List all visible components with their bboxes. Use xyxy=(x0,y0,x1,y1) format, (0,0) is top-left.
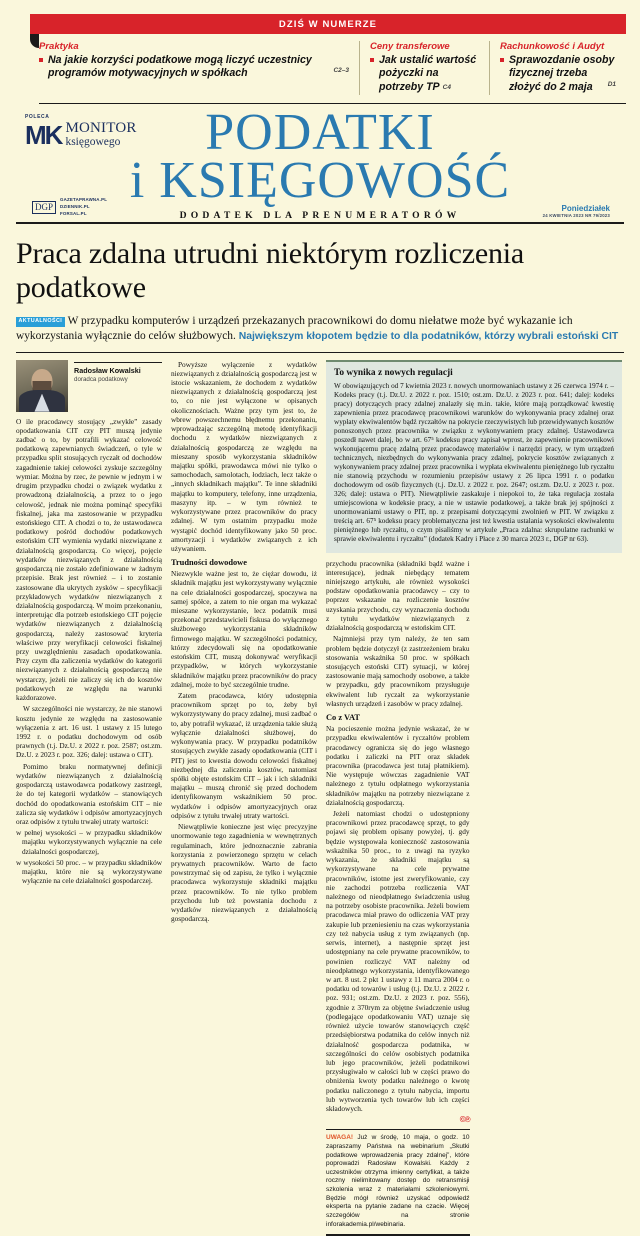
teaser-headline[interactable] xyxy=(39,54,349,82)
body-paragraph: Najmniejsi przy tym należy, że ten sam problem będzie dotyczył (z zastrzeżeniem braku stosowania wskaźnika 50 proc. w spółkach stosujących estoński CIT) sytuacji, w której zastosowanie mają samochody osobowe, a także w przypadku, gdy pracownikom przysługuje ekwiwalent lub ryczałt za wykorzystanie własnych urządzeń i zasobów w pracy zdalnej. xyxy=(326,634,470,708)
teaser-kicker: Rachunkowość i Audyt xyxy=(500,40,605,52)
masthead xyxy=(14,104,626,222)
body-paragraph: przychodu pracownika (składniki bądź ważne i interesujące), jednak niebędący tematem niniejszego artykułu, ale również wysokości podstaw opodatkowania pracodawcy – czy to poprzez wskazanie na rozliczenie kosztów uzyskania przychodu, czy wyznaczenia dochodu z tytułu wydatków niezwiązanych z działalnością gospodarczą w estońskim CIT. xyxy=(326,558,470,633)
teaser-kicker: Ceny transferowe xyxy=(370,40,450,52)
lead-highlight-text: Największym kłopotem będzie to dla podatników, którzy wybrali estoński CIT xyxy=(238,331,619,343)
aktualnosci-badge: AKTUALNOŚCI xyxy=(16,317,65,327)
poleca-label: POLECA xyxy=(25,114,50,121)
teaser-headline[interactable] xyxy=(500,54,616,96)
dgp-url: FORSAL.PL xyxy=(60,210,87,216)
mk-monogram: MK xyxy=(25,120,62,151)
body-paragraph: O ile pracodawcy stosujący „zwykłe” zasady opodatkowania CIT czy PIT muszą jedynie zadbać o to, by potrafili wykazać celowość podatkową zapewnianych świadczeń, o tyle w przypadku split stosujących ryczałt od dochodów zagadnienie takiej celowości zyskuje szczególny wymiar. Można by rzec, że pewnie w jednym i w drugim przypadku chodzi o związek wydatku z prowadzoną działalnością, a przez to o jego celowość, jednak nie można pominąć specyfiki fiskalnej, jaka ma zastosowanie w przypadku estońskiego CIT. A chodzi o to, że ustawodawca podatkowy pośród dochodów podatkowych estońskim CIT wymienia wydatki niezwiązane z działalnością gospodarczą. Co więcej, pojęcie wydatków niezwiązanych z działalnością gospodarczą nie zostało zdefiniowane w żadnym przepisie. Brak jest również – i to zostanie zastosowane dla ukrytych zysków – specyfikacji przykładowych wydatków niezwiązanych z działalnością gospodarczą. W moim przekonaniu, interpretując dla potrzeb estońskiego CIT pojęcie wydatków niezwiązanych z działalnością gospodarczą, należy zastosować kryteria właściwe przy weryfikacji celowości fiskalnej przy uwzględnieniu zasadach opodatkowania. Przy czym dla zaliczenia wydatków do kategorii niezwiązanych z działalnością gospodarczą nie wystarczy, jeżeli nie zaliczy się ich do kosztów podatkowych ze względu na warunki każdorazowe. xyxy=(16,416,162,703)
dgp-url: GAZETAPRAWNA.PL xyxy=(60,196,108,202)
banner-tail xyxy=(30,34,39,48)
uwaga-tag: UWAGA! xyxy=(326,1134,354,1142)
teaser-headline-text: Na jakie korzyści podatkowe mogą liczyć uczestnicy programów motywacyjnych w spółkach xyxy=(48,53,312,80)
teaser-headline-text: Sprawozdanie osoby fizycznej trzeba złożyć do 2 maja xyxy=(509,53,615,94)
column-right-region xyxy=(326,360,622,1236)
list-item: w pełnej wysokości – w przypadku składników majątku wykorzystywanych wyłącznie na cele działalności gospodarczej, xyxy=(16,828,162,856)
info-box xyxy=(326,360,622,553)
teaser-item[interactable] xyxy=(39,41,359,96)
info-box-paragraph: W obowiązujących od 7 kwietnia 2023 r. nowych unormowaniach ustawy z 26 czerwca 1974 r. – Kodeks pracy (t.j. Dz.U. z 2022 r. poz. 1510; ost.zm. Dz.U. z 2023 r. poz. 641; dalej: kodeks pracy) dotyczących pracy zdalnej znalazły się m.in. takie, które mają porządkować kwestię zapewnienia przez pracodawcę pracownikowi warunków do wykonywania pracy zdalnej oraz wypłaty ekwiwalentów bądź ryczałtów na pokrycie rzeczywistych lub przewidywanych kosztów ponoszonych przez pracownika w związku z wykonywaniem pracy zdalnej. Ustawodawca poszedł nawet dalej, bo w art. 67⁵ kodeksu pracy zapisał wprost, że zapewnienie pracownikowi wykonującemu pracę zdalną przez pracodawcę materiałów i narzędzi pracy, w tym urządzeń technicznych, niezbędnych do wykonywania pracy zdalnej, pokrycie kosztów związanych z wykonywaniem pracy zdalnej przez pracownika i wypłata ekwiwalentu pieniężnego lub ryczałtu nie stanowią przychodu w rozumieniu przepisów ustawy z 26 lipca 1991 r. o podatku dochodowym od osób fizycznych (t.j. Dz.U. z 2022 r. poz. 2647; ost.zm. Dz.U. z 2023 r. poz. 326; dalej: ustawa o PIT). Niewątpliwie zaskakuje i niepokoi to, że taka regulacja została umiejscowiona w kodeksie pracy, a nie w ustawie podatkowej, a także brak jej spójności z unormowaniami ustawy o PIT, np. z przepisami dotyczącymi zwolnień w PIT. W związku z treścią art. 67⁵ kodeksu pracy problematyczna jest też kwestia ustalania wysokości ekwiwalentu pieniężnego lub ryczałtu, o czym pisaliśmy w artykule „Praca zdalna: skrupulatne rachunki w sprawie ekwiwalentu i ryczałtu” (dodatek Kadry i Płace z 30 marca 2023 r., DGP nr 63). xyxy=(334,381,614,543)
body-paragraph: Niewątpliwie konieczne jest więc precyzyjne unormowanie tego zagadnienia w wewnętrznych regulaminach, które jednoznacznie zabrania korzystania z powierzonego sprzętu w celach prywatnych pracowników. Warto de facto powstrzymać się od zapisu, że tylko i wyłącznie pracodawca wykorzystuje składniki majątku przez pracowników. To nie tylko problem przychodu lub też powstania dochodu z wydatków niezwiązanych z działalnością gospodarczą. xyxy=(171,822,317,924)
title-line-podatki: PODATKI xyxy=(205,104,435,162)
title-line-ksiegowosc: i KSIĘGOWOŚĆ xyxy=(129,151,511,209)
uwaga-box xyxy=(326,1129,470,1236)
uwaga-text-block xyxy=(326,1134,470,1229)
subheading-trudnosci-dowodowe: Trudności dowodowe xyxy=(171,558,247,568)
dgp-url: DZIENNIK.PL xyxy=(60,203,90,209)
masthead-divider xyxy=(16,222,624,224)
right-columns-flow xyxy=(326,559,622,1236)
info-box-title: To wynika z nowych regulacji xyxy=(334,367,453,378)
teaser-kicker: Praktyka xyxy=(39,40,79,52)
author-name: Radosław Kowalski xyxy=(74,365,141,375)
today-banner-label: DZIŚ W NUMERZE xyxy=(30,14,626,34)
mk-word-monitor: MONITOR xyxy=(65,120,137,137)
author-avatar xyxy=(16,360,68,412)
list-item: w wysokości 50 proc. – w przypadku składników majątku, które nie są wykorzystywane wyłącznie na cele działalności gospodarczej. xyxy=(16,857,162,886)
teaser-page-ref: D1 xyxy=(607,81,616,89)
article-columns xyxy=(16,360,624,1236)
issue-date-block xyxy=(543,204,610,218)
today-banner-wrap xyxy=(14,14,626,34)
body-paragraph: Powyższe wyłączenie z wydatków niezwiązanych z działalnością gospodarczą jest w istocie wskazaniem, że dochodem z wydatków niezwiązanych z działalnością gospodarczą jest to, co nie jest wyłączone w opisanych okolicznościach. Ważne przy tym jest to, że wbrew powszechnemu błędnemu przekonaniu, wprowadzając szczególną metodę identyfikacji dochodu z wydatków niezwiązanych z działalnością gospodarczą ze względu na mieszany sposób wykorzystania składników majątku spółki, prawodawca mówi nie tylko o samochodach, samolotach, łodziach, lecz także o „innych składnikach majątku”. Te inne składniki majątku to komputery, telefony, inne urządzenia, maszyny itp. – w tym również te wykorzystywane przez pracowników do pracy zdalnej. W tym ostatnim przypadku może wystąpić dochód identyfikowany jako 50 proc. amortyzacji i wydatków związanych z ich używaniem. xyxy=(171,359,317,553)
banner-notch xyxy=(30,14,39,34)
title-subtitle: DODATEK DLA PRENUMERATORÓW xyxy=(179,210,461,222)
teaser-page-ref: C4 xyxy=(442,84,451,92)
teaser-headline[interactable] xyxy=(370,54,479,96)
column-2 xyxy=(171,360,317,1236)
teaser-item[interactable] xyxy=(489,41,626,96)
lead-plain-text: W przypadku komputerów i urządzeń przekazanych pracownikowi do domu niełatwe może być wykazanie ich wykorzystania wyłącznie do celów służbowych. xyxy=(16,315,573,343)
subheading-co-z-vat: Co z VAT xyxy=(326,713,360,723)
issue-date: 24 KWIETNIA 2023 NR 79/2023 xyxy=(542,213,610,219)
article-lead xyxy=(16,314,624,345)
dgp-url-list xyxy=(60,197,107,217)
body-paragraph: Jeżeli natomiast chodzi o udostępniony pracownikowi przez pracodawcę sprzęt, to gdy pojawi się problem opisany powyżej, tj. gdy będzie występowała konieczność zastosowania wskaźnika 50 proc., to z uwagi na ryzyko wykazania, że składniki majątku są wykorzystywane na cele prywatne pracowników, istotne jest zweryfikowanie, czy nie zachodzi potrzeba rozliczenia VAT należnego od nieodpłatnego świadczenia usług na potrzeby osobiste pracownika. Jeżeli bowiem pracodawca miał prawo do odliczenia VAT przy zakupie lub przeniesieniu na czas wykorzystania czy też nabycia usług z tym związanych (np. serwis, internet), a następnie sprzęt jest udostępniany na cele prywatne pracowników, to powinien rozliczyć VAT należny od nieodpłatnego wykorzystania, identyfikowanego w art. 8 ust. 2 pkt 1 ustawy z 11 marca 2004 r. o podatku od towarów i usług (t.j. Dz.U. z 2022 r. poz. 931; ost.zm. Dz.U. z 2023 r. poz. 556), zgodnie z 370rym za objętne świadczenie usług (podlegające opodatkowaniu VAT) uznaje się również użycie towarów stanowiących część przedsiębiorstwa podatnika do celów innych niż działalność gospodarcza podatnika, w szczególności do celów osobistych podatnika lub jego pracowników, jeżeli podatnikowi przysługiwało w całości lub w części prawo do obniżenia kwoty podatku należnego o kwotę podatku naliczonego z tytułu nabycia, importu lub wytworzenia tych towarów lub ich części składowych. xyxy=(326,809,470,1114)
newspaper-page xyxy=(0,14,640,1228)
dgp-logo[interactable] xyxy=(32,197,107,217)
mk-word-ksiegowego: księgowego xyxy=(65,136,121,149)
dgp-monogram: DGP xyxy=(32,201,56,214)
column-1 xyxy=(16,360,162,1236)
copyright-mark: ©℗ xyxy=(459,1115,470,1125)
teaser-row xyxy=(39,41,626,105)
article-headline: Praca zdalna utrudni niektórym rozliczenia podatkowe xyxy=(16,237,525,304)
teaser-item[interactable] xyxy=(359,41,489,96)
teaser-headline-text: Jak ustalić wartość pożyczki na potrzeby TP xyxy=(379,53,477,94)
body-paragraph: Zatem pracodawca, który udostępnia pracownikom sprzęt po to, żeby był wykorzystywany do pracy zdalnej, musi zadbać o to, aby potrafił wykazać, iż urządzenia takie służą wyłącznie działalności służbowej, do wykonywania pracy. W przypadku podatników stosujących zwykłe zasady opodatkowania (CIT i PIT) jest to kwestia dowodu celowości fiskalnej niezbędnej dla zaliczenia kosztów, natomiast spółki objęte estońskim CIT – jak i ich składniki majątku – muszą chronić się przed dochodem identyfikowanym wskaźnikiem 50 proc. wydatków i odpisów amortyzacyjnych oraz odpisów z tytułu trwałej utraty wartości. xyxy=(171,691,317,820)
body-paragraph: Pomimo braku normatywnej definicji wydatków niezwiązanych z działalnością gospodarczą ustawodawca podatkowy zastrzegł, że do tej kategorii wydatków – stanowiących dochód do opodatkowania estońskim CIT – nie zalicza się wydatków i odpisów amortyzacyjnych oraz odpisów z tytułu trwałej utraty wartości: xyxy=(16,761,162,826)
monitor-ksiegowego-logo[interactable] xyxy=(25,114,175,149)
byline xyxy=(16,360,162,412)
body-paragraph: Na pocieszenie można jedynie wskazać, że w przypadku ekwiwalentów i ryczałtów problem pracodawcy ogranicza się do jego własnego podatku i zaliczki na PIT oraz składek pracownika (pracodawca jest tutaj płatnikiem). Nie występuje wówczas zagadnienie VAT należnego z tytułu odpłatnego wykorzystania składników majątku na potrzeby niezwiązane z działalnością gospodarczą. xyxy=(326,724,470,807)
body-paragraph: Niezwykle ważne jest to, że ciężar dowodu, iż składnik majątku jest wykorzystywany wyłącznie na cele działalności gospodarczej, spoczywa na samej spółce, a zatem to nie organ ma wykazać mieszane wykorzystanie, lecz podatnik musi przekonać przedstawicieli fiskusa do wyłącznego służbowego wykorzystania składników firmowego majątku. W szczególności podatnicy, którzy zdecydowali się na opodatkowanie estońskim CIT, muszą dokonywać weryfikacji przypadków, w których wykorzystanie składników majątku przez pracowników do pracy zdalnej, może to być szczególnie trudne. xyxy=(171,569,317,689)
lead-divider xyxy=(16,352,624,353)
body-paragraph: W szczególności nie wystarczy, że nie stanowi kosztu jedynie ze względu na zastosowanie wyłączenia z art. 16 ust. 1 ustawy z 15 lutego 1992 r. o podatku dochodowym od osób prawnych (t.j. Dz.U. z 2022 r. poz. 2587; ost.zm. Dz.U. z 2023 r. poz. 326; dalej: ustawa o CIT). xyxy=(16,704,162,760)
uwaga-text: Już w środę, 10 maja, o godz. 10 zapraszamy Państwa na webinarium „Skutki podatkowe wprowadzenia pracy zdalnej”, które poprowadzi Radosław Kowalski. Każdy z uczestników otrzyma imienny certyfikat, a także roczny nielimitowany dostęp do retransmisji szkolenia wraz z materiałami szkoleniowymi. Będzie mógł również uzyskać odpowiedź eksperta na pytanie zadane na czacie. Więcej szczegółów na stronie inforakademia.pl/webinaria. xyxy=(326,1134,470,1228)
issue-weekday: Poniedziałek xyxy=(561,204,610,214)
teaser-page-ref: C2–3 xyxy=(333,67,349,75)
author-role: doradca podatkowy xyxy=(74,375,128,383)
